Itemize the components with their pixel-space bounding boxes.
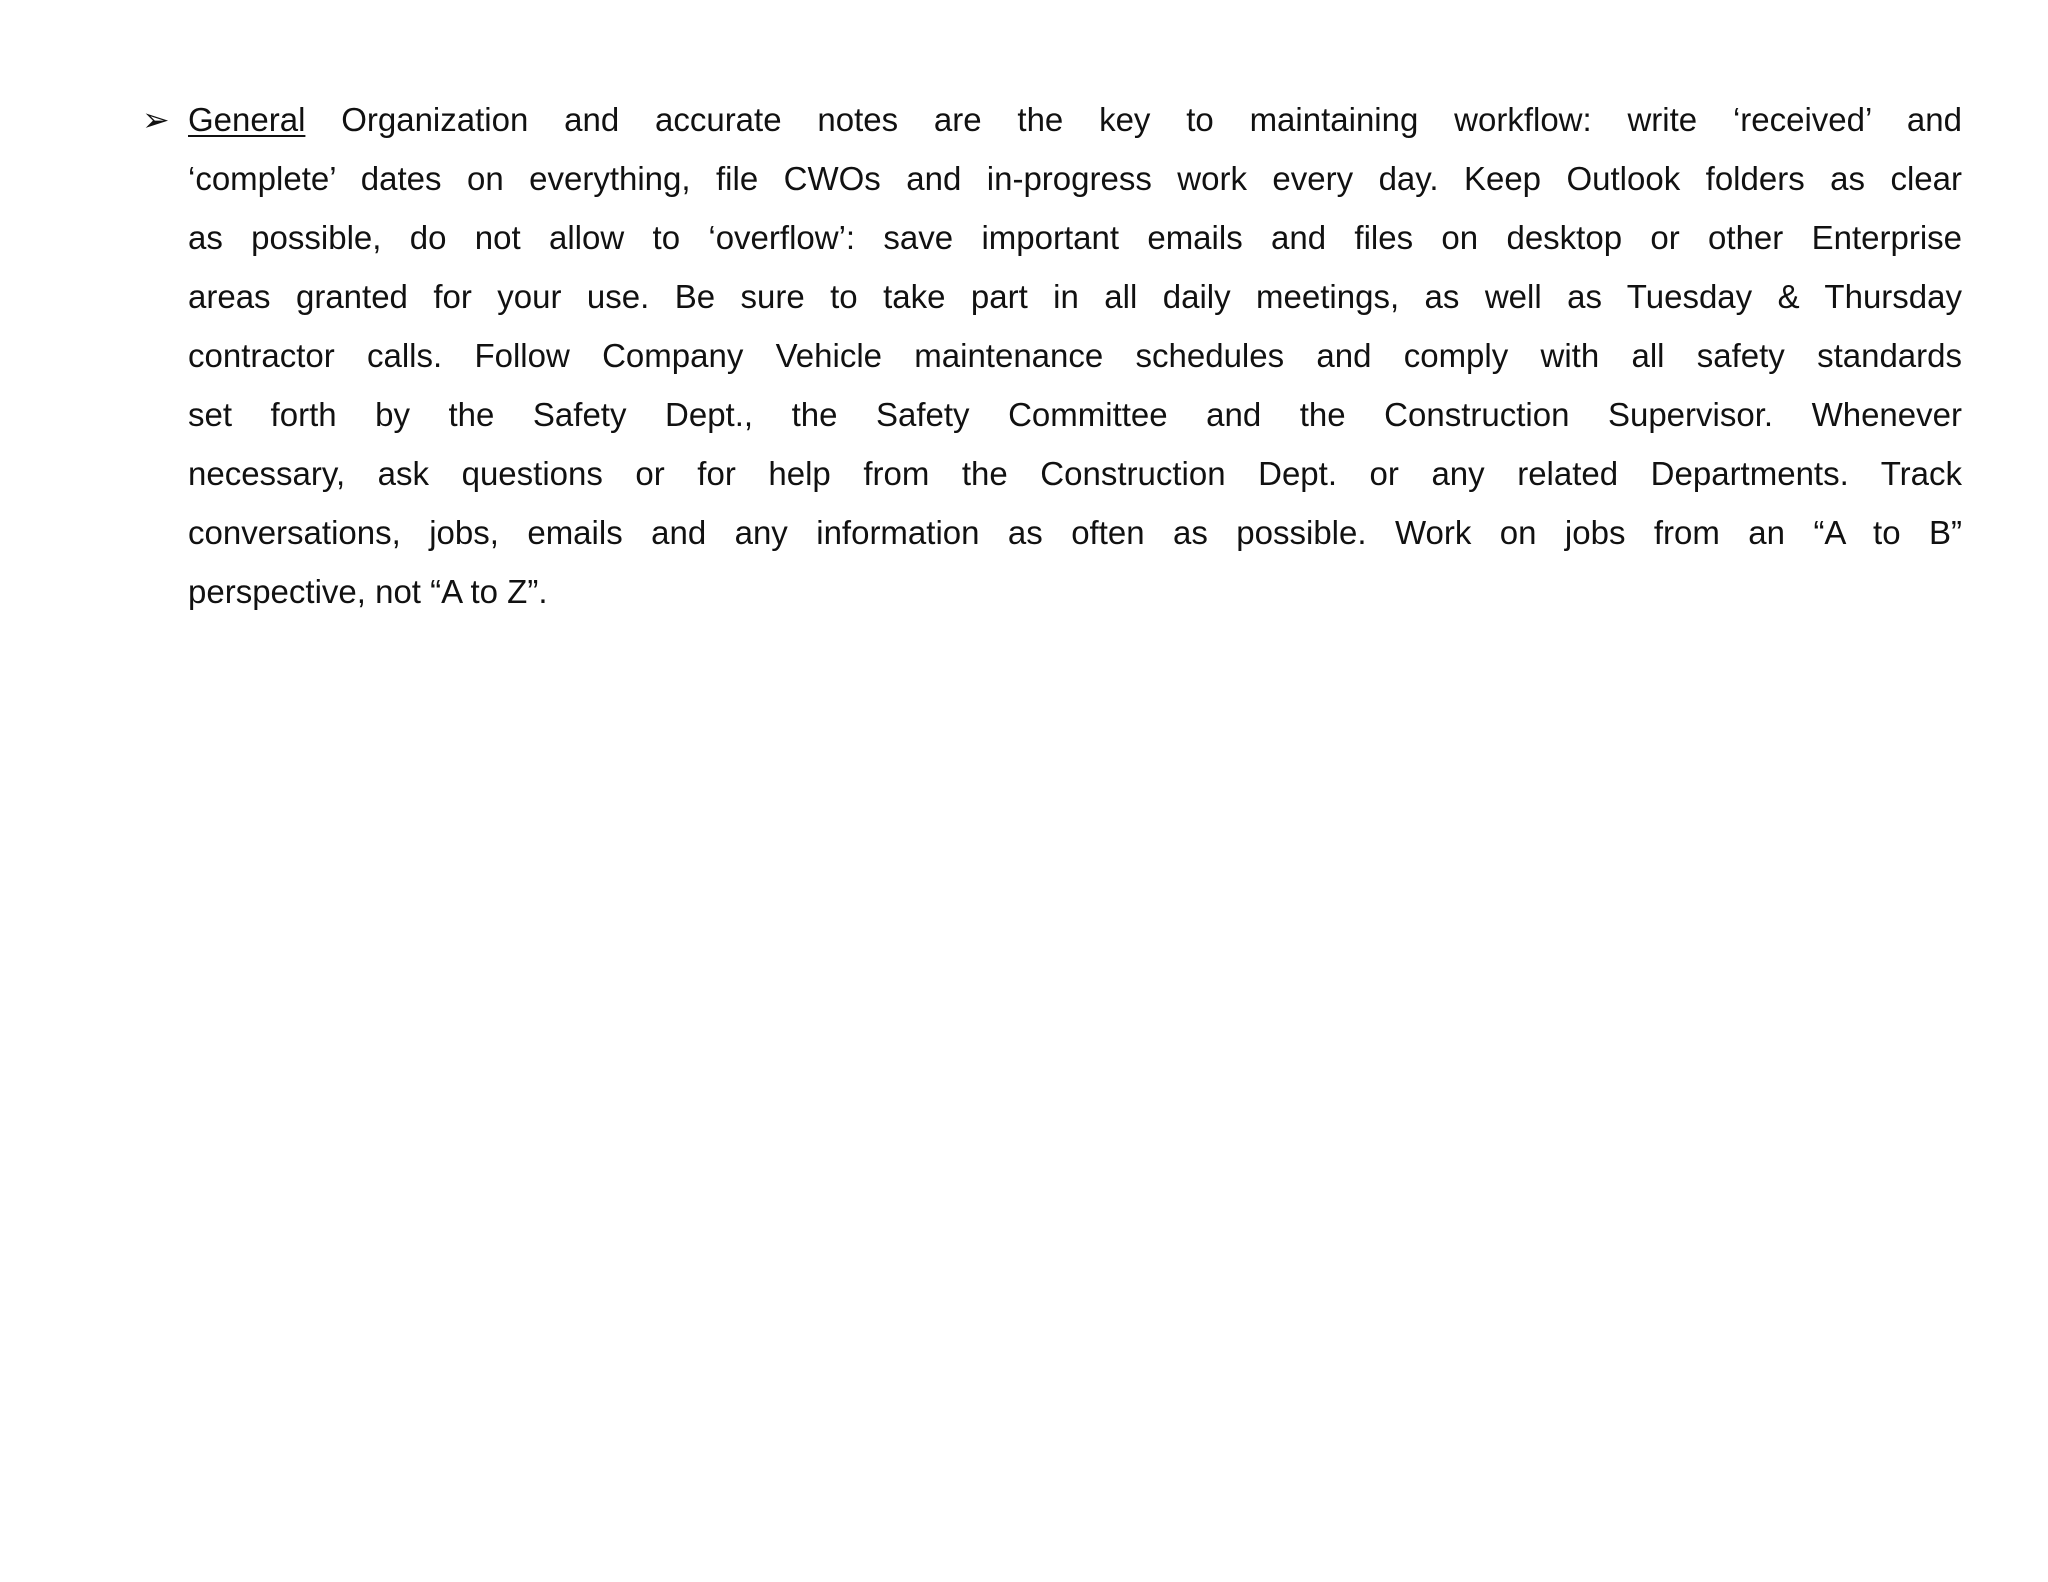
paragraph-line-9: perspective, not “A to Z”.: [188, 573, 548, 610]
paragraph-line-6: set forth by the Safety Dept., the Safety Committee and the Construction Supervisor. Whenever: [188, 396, 1962, 433]
arrowhead-bullet-icon: ➢: [142, 101, 170, 138]
bullet-paragraph: [188, 90, 1962, 621]
paragraph-line-1: [188, 90, 1962, 149]
paragraph-line-4: areas granted for your use. Be sure to take part in all daily meetings, as well as Tuesday & Thursday: [188, 278, 1962, 315]
paragraph-line-3: as possible, do not allow to ‘overflow’: save important emails and files on desktop or other Enterprise: [188, 219, 1962, 256]
paragraph-line-8: conversations, jobs, emails and any information as often as possible. Work on jobs from an “A to B”: [188, 514, 1962, 551]
bullet-item-general: [142, 90, 1962, 621]
paragraph-line-7: necessary, ask questions or for help from the Construction Dept. or any related Departments. Track: [188, 455, 1962, 492]
paragraph-line-5: contractor calls. Follow Company Vehicle maintenance schedules and comply with all safety standards: [188, 337, 1962, 374]
paragraph-line-2: ‘complete’ dates on everything, file CWOs and in-progress work every day. Keep Outlook folders as clear: [188, 160, 1962, 197]
section-heading: General: [188, 101, 306, 138]
paragraph-line-1-text: Organization and accurate notes are the key to maintaining workflow: write ‘received’ and: [305, 101, 1962, 138]
